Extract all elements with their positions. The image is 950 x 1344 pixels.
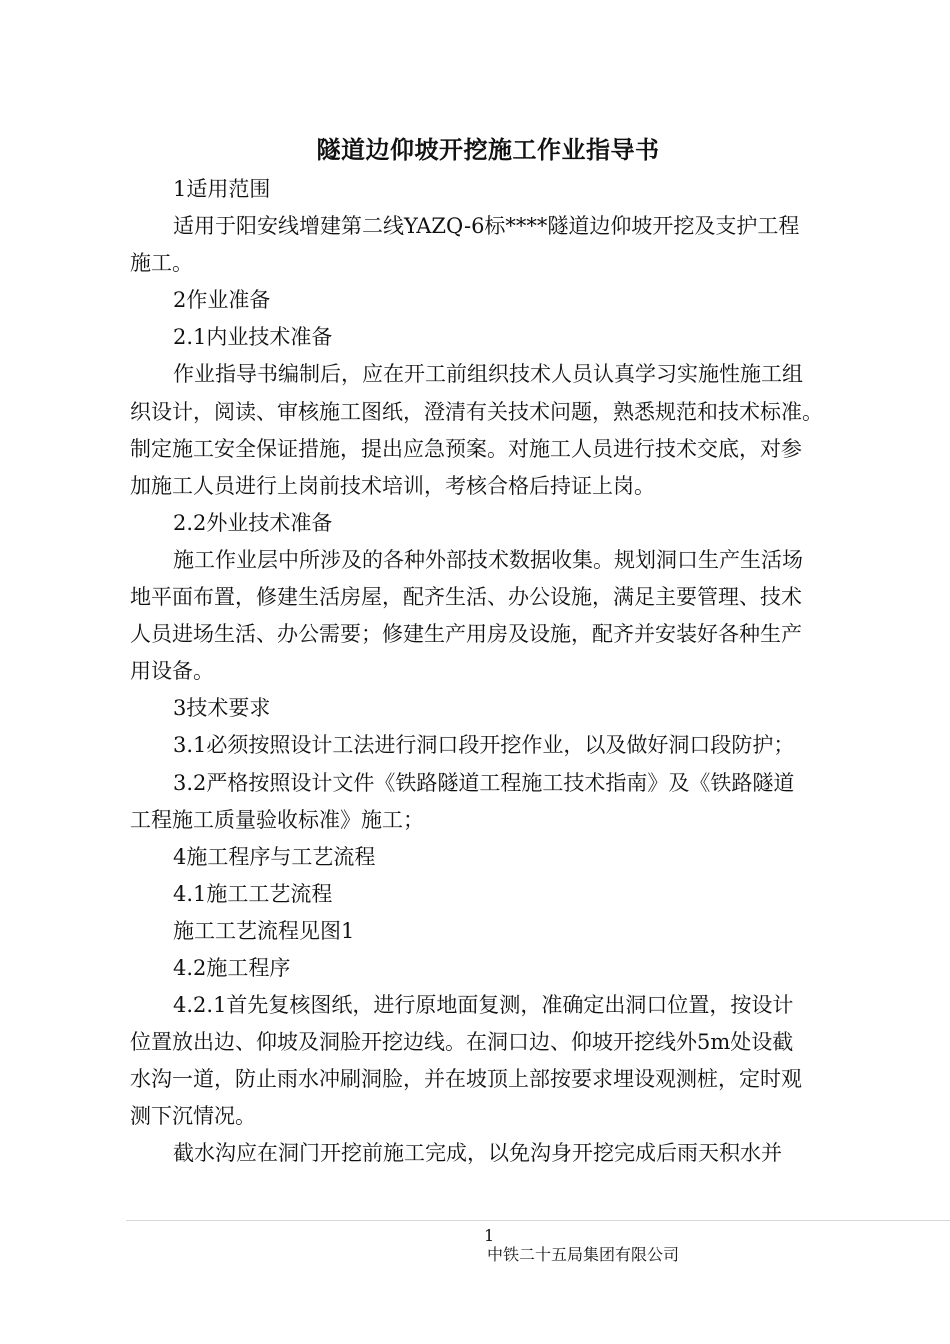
text-line: 4.2.1首先复核图纸，进行原地面复测，准确定出洞口位置，按设计 <box>173 993 794 1018</box>
text-line: 施工工艺流程见图1 <box>173 918 355 943</box>
text-line: 适用于阳安线增建第二线YAZQ-6标****隧道边仰坡开挖及支护工程 <box>173 214 800 239</box>
text-line: 用设备。 <box>130 659 214 684</box>
text-line: 位置放出边、仰坡及洞脸开挖边线。在洞口边、仰坡开挖线外5m处设截 <box>130 1030 794 1055</box>
text-line: 作业指导书编制后，应在开工前组织技术人员认真学习实施性施工组 <box>173 362 803 387</box>
text-line: 测下沉情况。 <box>130 1104 256 1129</box>
document-body <box>130 171 865 1173</box>
text-line: 2.2外业技术准备 <box>173 510 333 535</box>
text-line: 地平面布置，修建生活房屋，配齐生活、办公设施，满足主要管理、技术 <box>130 585 802 610</box>
text-line: 2.1内业技术准备 <box>173 325 333 350</box>
text-line: 工程施工质量验收标准》施工； <box>130 807 424 832</box>
footer-company: 中铁二十五局集团有限公司 <box>487 1245 680 1264</box>
text-line: 制定施工安全保证措施，提出应急预案。对施工人员进行技术交底，对参 <box>130 436 802 461</box>
text-line: 人员进场生活、办公需要；修建生产用房及设施，配齐并安装好各种生产 <box>130 622 802 647</box>
text-line: 水沟一道，防止雨水冲刷洞脸，并在坡顶上部按要求埋设观测桩，定时观 <box>130 1067 802 1092</box>
text-line: 施工作业层中所涉及的各种外部技术数据收集。规划洞口生产生活场 <box>173 547 803 572</box>
text-line: 4施工程序与工艺流程 <box>173 844 376 869</box>
text-line: 2作业准备 <box>173 288 271 313</box>
text-line: 截水沟应在洞门开挖前施工完成，以免沟身开挖完成后雨天积水并 <box>173 1141 782 1166</box>
text-line: 1适用范围 <box>173 177 271 201</box>
text-line: 3.1必须按照设计工法进行洞口段开挖作业，以及做好洞口段防护； <box>173 733 795 758</box>
text-line: 加施工人员进行上岗前技术培训，考核合格后持证上岗。 <box>130 473 655 498</box>
text-line: 织设计，阅读、审核施工图纸，澄清有关技术问题，熟悉规范和技术标准。 <box>130 399 823 424</box>
text-line: 3.2严格按照设计文件《铁路隧道工程施工技术指南》及《铁路隧道 <box>173 770 795 795</box>
text-line: 施工。 <box>130 251 193 276</box>
page-number: 1 <box>484 1226 495 1245</box>
text-line: 4.2施工程序 <box>173 955 291 980</box>
text-line: 4.1施工工艺流程 <box>173 881 333 906</box>
footer-divider <box>126 1220 950 1221</box>
text-line: 3技术要求 <box>173 696 271 721</box>
document-title: 隧道边仰坡开挖施工作业指导书 <box>316 136 660 164</box>
